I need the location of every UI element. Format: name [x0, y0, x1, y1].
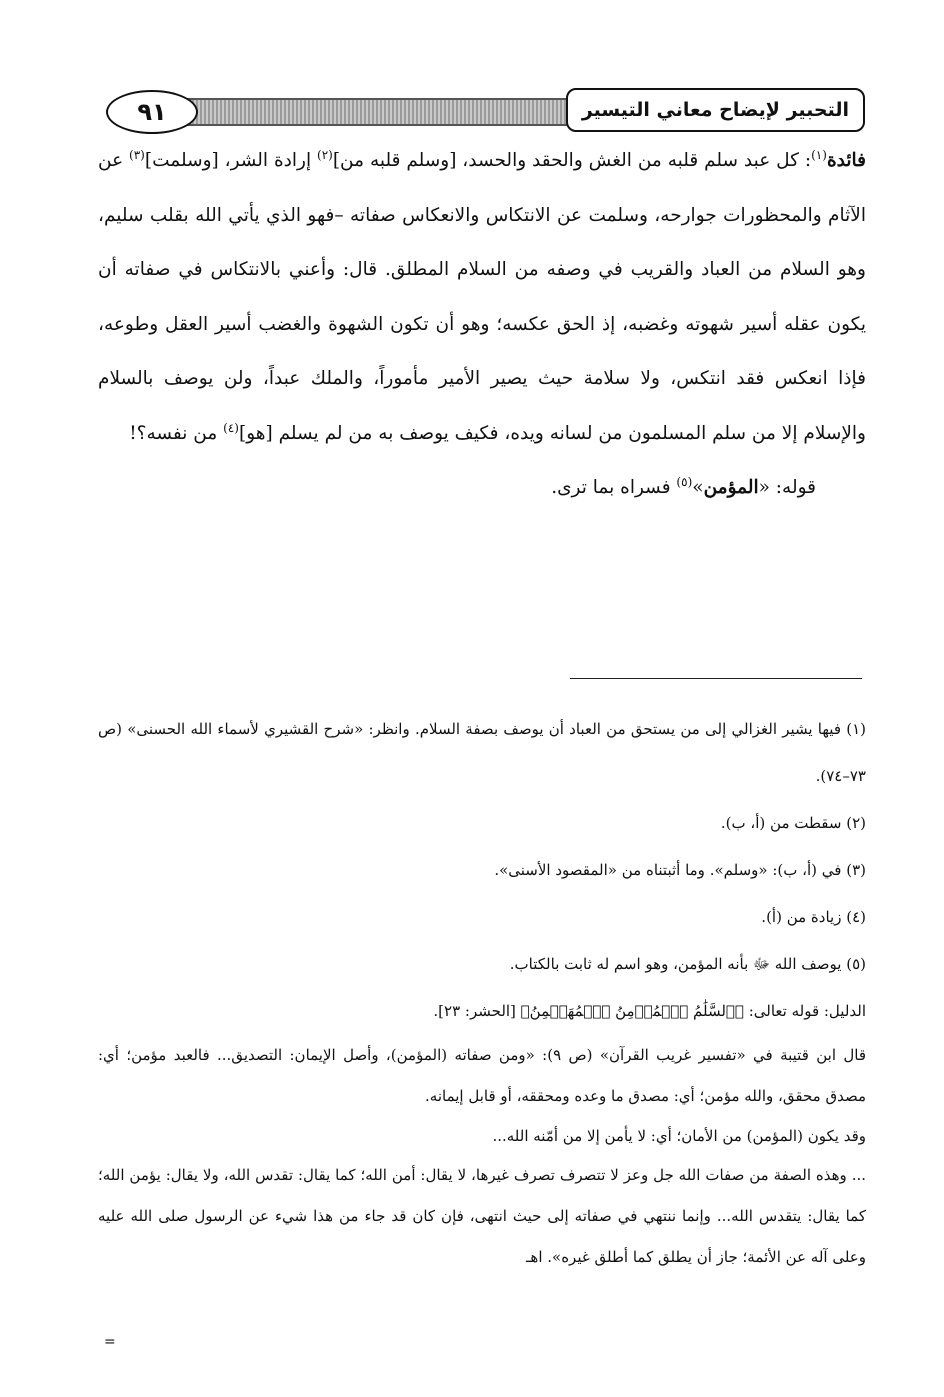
footnote-aman: وقد يكون (المؤمن) من الأمان؛ أي: لا يأمن إلا من أمّنه الله...	[492, 1127, 866, 1145]
footnote-5: (٥) يوصف الله ﷻ بأنه المؤمن، وهو اسم له ثابت بالكتاب.	[509, 955, 866, 973]
page-header	[100, 88, 865, 136]
term-mumin: المؤمن	[703, 477, 759, 498]
footnote-ibn-qutayba: قال ابن قتيبة في «تفسير غريب القرآن» (ص ٩): «ومن صفاته (المؤمن)، وأصل الإيمان: التصديق... فالعبد مؤمن؛ أي: مصدق محقق، والله مؤمن؛ أي: مصدق ما وعده ومحققه، أو قابل إيمانه.	[98, 1046, 866, 1105]
footnote-attribute: ... وهذه الصفة من صفات الله جل وعز لا تتصرف تصرف غيرها، لا يقال: أمن الله؛ كما يقال: تقدس الله، ولا يقال: يؤمن الله؛ كما يقال: يتقدس الله... وإنما ننتهي في صفاته إلى حيث انتهى، فإن كان قد جاء من هذا شيء عن الرسول صلى الله عليه وعلى آله عن الأئمة؛ جاز أن يطلق كما أطلق غيره». اهـ	[98, 1166, 866, 1266]
footnote-ref-5: (٥)	[676, 474, 693, 489]
book-title: التحبير لإيضاح معاني التيسير	[566, 88, 865, 132]
footnotes	[98, 706, 866, 1278]
footnote-1: (١) فيها يشير الغزالي إلى من يستحق من العباد أن يوصف بصفة السلام. وانظر: «شرح القشيري لأسماء الله الحسنى» (ص ٧٣–٧٤).	[98, 720, 866, 785]
continuation-mark: =	[104, 1334, 116, 1350]
footnote-4: (٤) زيادة من (أ).	[761, 908, 866, 926]
main-text	[98, 134, 866, 516]
footnote-separator	[570, 678, 862, 679]
paragraph-mumin	[98, 461, 866, 516]
footnote-ref-3: (٣)	[129, 147, 145, 162]
paragraph-text: إرادة الشر، [وسلمت]	[144, 150, 318, 171]
footnote-evidence: الدليل: قوله تعالى: ﴿ٱلسَّلَٰمُ ٱلۡمُؤۡمِنُ ٱلۡمُهَيۡمِنُ﴾ [الحشر: ٢٣].	[433, 1002, 866, 1020]
footnote-ref-4: (٤)	[223, 420, 239, 435]
paragraph-text: فسراه بما ترى.	[551, 477, 677, 498]
footnote-2: (٢) سقطت من (أ، ب).	[720, 814, 866, 832]
header-decorative-band	[140, 98, 625, 126]
footnote-ref-1: (١)	[811, 147, 827, 162]
paragraph-text: قوله: «	[758, 477, 816, 498]
paragraph-text: من نفسه؟!	[129, 422, 224, 444]
paragraph-faida	[98, 134, 866, 461]
paragraph-text: »	[692, 477, 704, 498]
paragraph-text: عن الآثام والمحظورات جوارحه، وسلمت عن الانتكاس والانعكاس صفاته –فهو الذي يأتي الله بقلب سليم، وهو السلام من العباد والقريب في وصفه من السلام المطلق. قال: وأعني بالانتكاس في صفاته أن يكون عقله أسير شهوته وغضبه، إذ الحق عكسه؛ وهو أن تكون الشهوة والغضب أسير العقل وطوعه، فإذا انعكس فقد انتكس، ولا سلامة حيث يصير الأمير مأموراً، والملك عبداً، ولن يوصف بالسلام والإسلام إلا من سلم المسلمون من لسانه ويده، فكيف يوصف به من لم يسلم [هو]	[98, 150, 866, 444]
faida-label: فائدة	[826, 150, 866, 171]
paragraph-text: : كل عبد سلم قلبه من الغش والحقد والحسد، [وسلم قلبه من]	[332, 150, 812, 171]
footnote-ref-2: (٢)	[317, 147, 333, 162]
page-number: ٩١	[106, 90, 198, 134]
footnote-3: (٣) في (أ، ب): «وسلم». وما أثبتناه من «المقصود الأسنى».	[494, 861, 866, 879]
